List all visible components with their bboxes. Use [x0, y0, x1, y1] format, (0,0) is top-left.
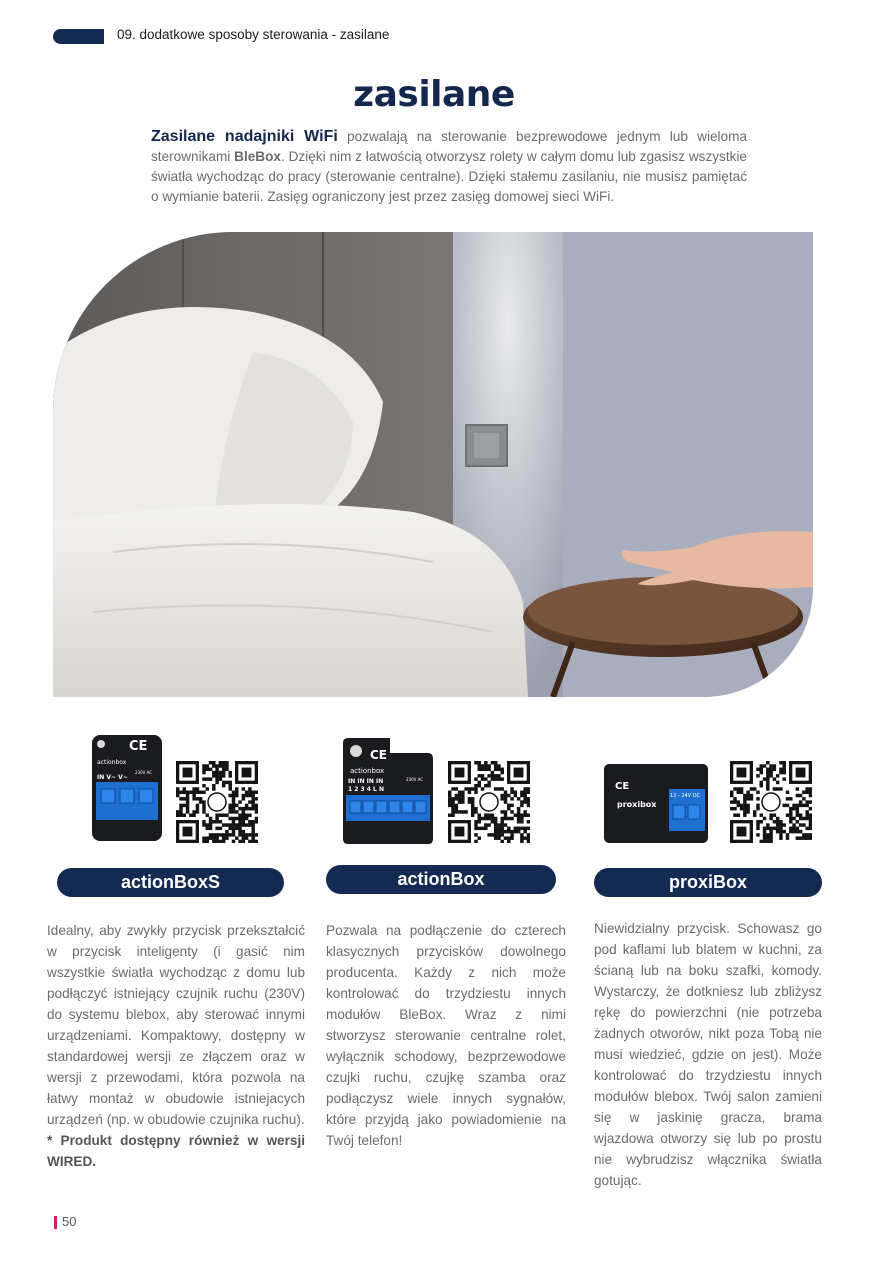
actionbox-device-terminals-top: IN IN IN IN	[348, 778, 384, 785]
proxibox-name-pill: proxiBox	[594, 868, 822, 897]
intro-lead: Zasilane nadajniki WiFi	[151, 128, 338, 145]
actionboxs-device-image	[91, 734, 163, 842]
proxibox-description-text: Niewidzialny przycisk. Schowasz go pod kaflami lub blatem w kuchni, za ścianą lub na boku szafki, komody. Wystarczy, że dotkniesz lub zbliżysz rękę do powierzchni (nie potrzeba żadnych otworów, nikt poza Tobą nie musi wiedzieć, gdzie on jest). Może kontrolować do trzydziestu innych modułów blebox. Twój salon zamieni się w jaskinię gracza, brama wjazdowa otworzy się lub po prostu nie wybrudzisz włącznika światła gotując.	[594, 921, 822, 1188]
actionbox-device-image	[342, 737, 434, 845]
proxibox-device-voltage: 12 - 24V DC	[670, 793, 701, 799]
proxibox-device-image	[603, 763, 709, 844]
actionbox-device-voltage: 230V AC	[406, 777, 424, 782]
actionbox-ce-mark: CE	[370, 748, 388, 762]
proxibox-qr-code[interactable]	[730, 761, 812, 843]
actionboxs-description	[47, 920, 305, 1172]
proxibox-device-brand: proxibox	[617, 800, 657, 809]
actionboxs-device-terminals: IN V~ V~	[97, 774, 128, 781]
proxibox-description	[594, 918, 822, 1191]
intro-text-1: pozwalają na sterowanie bezprewodowe jednym lub wieloma sterownikami	[151, 129, 747, 164]
actionbox-description-text: Pozwala na podłączenie do czterech klasycznych przycisków dowolnego producenta. Każdy z nich może kontrolować do trzydziestu innych modułów BleBox. Wraz z nimi stworzysz sterowanie centralne rolet, wyłącznik schodowy, bezprzewodowe czujki ruchu, czujkę szamba oraz podłączysz wiele innych sygnałów, które przyjdą jako powiadomienie na Twój telefon!	[326, 923, 566, 1148]
header-bar	[53, 29, 104, 44]
actionboxs-qr-code[interactable]	[176, 761, 258, 843]
page-title: zasilane	[353, 74, 515, 115]
actionbox-description	[326, 920, 566, 1151]
actionboxs-device-brand: actionbox	[97, 759, 127, 766]
intro-paragraph	[151, 127, 747, 207]
proxibox-ce-mark: CE	[615, 781, 630, 792]
actionboxs-description-text: Idealny, aby zwykły przycisk przekształcić w przycisk inteligenty (i gasić nim wszystkie światła wychodząc z domu lub podłączyć istniejący czujnik ruchu (230V) do systemu blebox, aby sterować innymi urządzeniami. Kompaktowy, dostępny w standardowej wersji ze złączem oraz w wersji z przewodami, która pozwola na łatwy montaż w obudowie istniejacych urządzeń (np. w obudowie czujnika ruchu).	[47, 923, 305, 1127]
actionbox-qr-code[interactable]	[448, 761, 530, 843]
actionbox-name-pill: actionBox	[326, 865, 556, 894]
actionboxs-ce-mark: CE	[129, 739, 148, 754]
page-number-marker	[54, 1216, 57, 1229]
intro-text-2: . Dzięki nim z łatwością otworzysz rolety w całym domu lub zgasisz wszystkie światła wychodząc do pracy (sterowanie centralne). Dzięki stałemu zasilaniu, nie musisz pamiętać o wymianie baterii. Zasięg ograniczony jest przez zasięg domowej sieci WiFi.	[151, 149, 747, 204]
actionbox-device-brand: actionbox	[350, 767, 385, 775]
page-number: 50	[62, 1214, 77, 1229]
actionboxs-wired-note: * Produkt dostępny również w wersji WIRED.	[47, 1133, 305, 1169]
actionboxs-device-voltage: 230V AC	[135, 770, 153, 775]
intro-brand: BleBox	[234, 149, 281, 164]
section-header: 09. dodatkowe sposoby sterowania - zasilane	[117, 27, 390, 42]
actionbox-device-terminals-bottom: 1 2 3 4 L N	[348, 786, 384, 793]
actionboxs-name-pill: actionBoxS	[57, 868, 284, 897]
hero-bedroom-image	[53, 232, 813, 697]
